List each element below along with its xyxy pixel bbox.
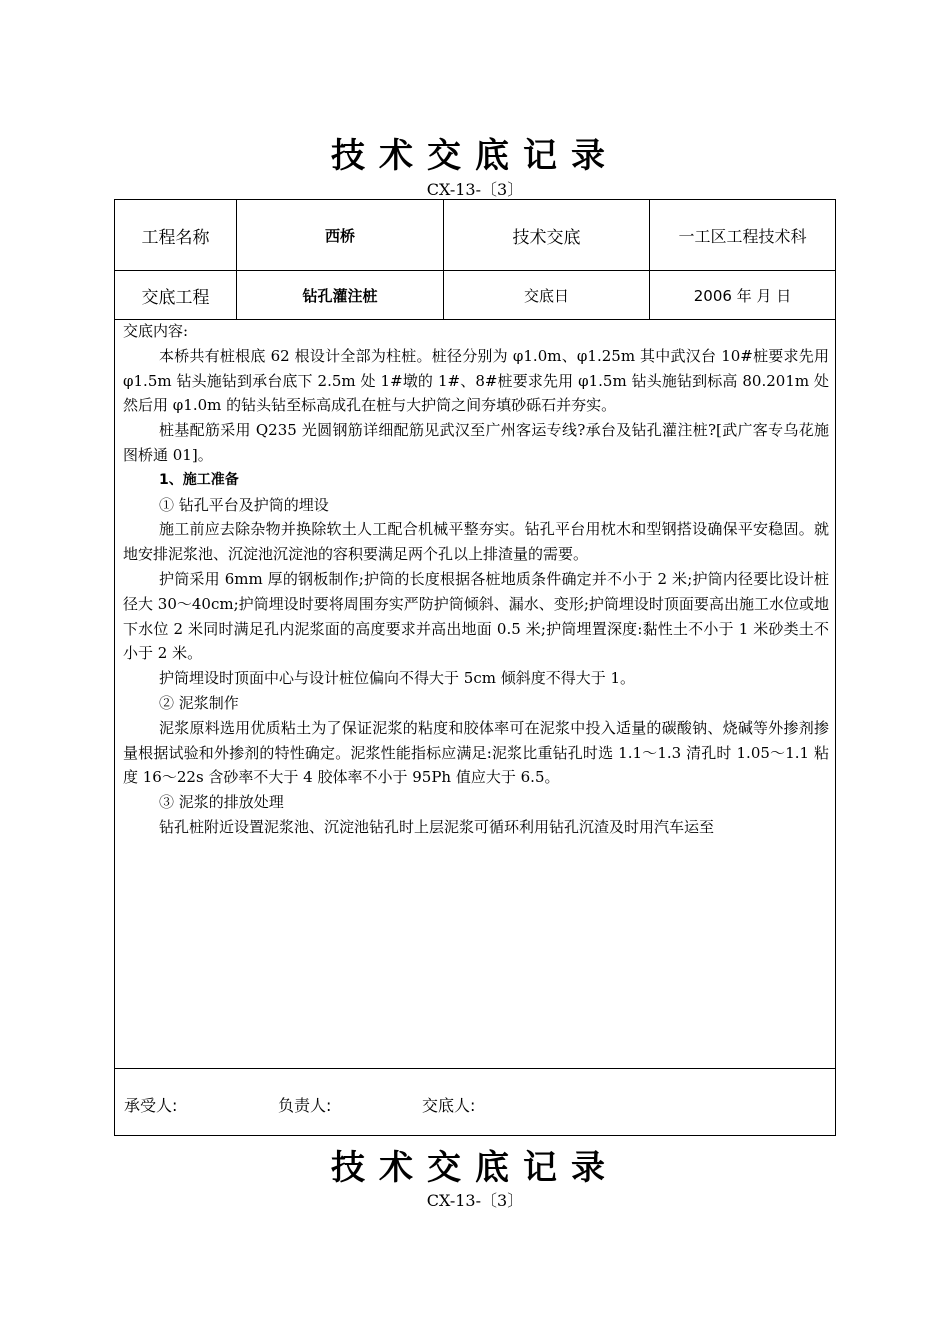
disclosure-date-value: 2006 年 月 日 [693,286,792,305]
subsection-heading: ① 钻孔平台及护筒的埋设 [159,495,329,514]
subsection-heading: ② 泥浆制作 [159,693,239,712]
paragraph: 本桥共有桩根底 62 根设计全部为柱桩。桩径分别为 φ1.0m、φ1.25m 其中武汉台 10#桩要求先用 φ1.5m 钻头施钻到承台底下 2.5m 处 1#墩的 1#、8#桩要求先用 φ1.5m 钻头施钻到标高 80.201m 处然后用 φ1.0m 的钻头钻至标高成孔在桩与大护筒之间夯填砂砾石并夯实。 [123,346,829,415]
paragraph: 护筒埋设时顶面中心与设计桩位偏向不得大于 5cm 倾斜度不得大于 1。 [159,669,636,688]
project-name-value: 西桥 [237,200,444,270]
disclosure-project-label: 交底工程 [115,271,237,319]
record-table [114,199,836,1136]
paragraph: 施工前应去除杂物并换除软土人工配合机械平整夯实。钻孔平台用枕木和型钢搭设确保平安稳固。就地安排泥浆池、沉淀池沉淀池的容积要满足两个孔以上排渣量的需要。 [123,520,829,564]
receiver-label: 承受人: [124,1096,178,1115]
paragraph: 泥浆原料选用优质粘土为了保证泥浆的粘度和胶体率可在泥浆中投入适量的碳酸钠、烧碱等外掺剂掺量根据试验和外掺剂的特性确定。泥浆性能指标应满足:泥浆比重钻孔时选 1.1～1.3 清孔时 1.05～1.1 粘度 16～22s 含砂率不大于 4 胶体率不小于 95Ph 值应大于 6.5。 [123,718,829,787]
document-title: 技术交底记录 [331,136,619,176]
paragraph: 钻孔桩附近设置泥浆池、沉淀池钻孔时上层泥浆可循环利用钻孔沉渣及时用汽车运至 [159,817,715,836]
document-code: CX-13-〔3〕 [426,180,524,199]
responsible-label: 负责人: [278,1096,332,1115]
tech-disclosure-label: 技术交底 [444,200,650,270]
signature-row [115,1068,835,1136]
header-row-1 [115,200,835,271]
department-value: 一工区工程技术科 [678,226,807,246]
header-row-2 [115,271,835,320]
presenter-label: 交底人: [422,1096,476,1115]
subsection-heading: ③ 泥浆的排放处理 [159,793,284,812]
project-name-label: 工程名称 [115,200,237,270]
paragraph: 桩基配筋采用 Q235 光圆钢筋详细配筋见武汉至广州客运专线?承台及钻孔灌注桩?[武广客专乌花施图桥通 01]。 [123,421,829,464]
content-label: 交底内容: [123,322,189,340]
disclosure-content [123,319,829,840]
document-code-next: CX-13-〔3〕 [426,1191,524,1210]
section-heading: 1、施工准备 [159,471,239,488]
document-title-next: 技术交底记录 [331,1148,619,1188]
paragraph: 护筒采用 6mm 厚的钢板制作;护筒的长度根据各桩地质条件确定并不小于 2 米;护筒内径要比设计桩径大 30～40cm;护筒埋设时要将周围夯实严防护筒倾斜、漏水、变形;护筒埋设时顶面要高出施工水位或地下水位 2 米同时满足孔内泥浆面的高度要求并高出地面 0.5 米;护筒埋置深度:黏性土不小于 1 米砂类土不小于 2 米。 [123,569,829,663]
disclosure-date-label: 交底日 [444,271,650,319]
disclosure-project-value: 钻孔灌注桩 [237,271,444,319]
